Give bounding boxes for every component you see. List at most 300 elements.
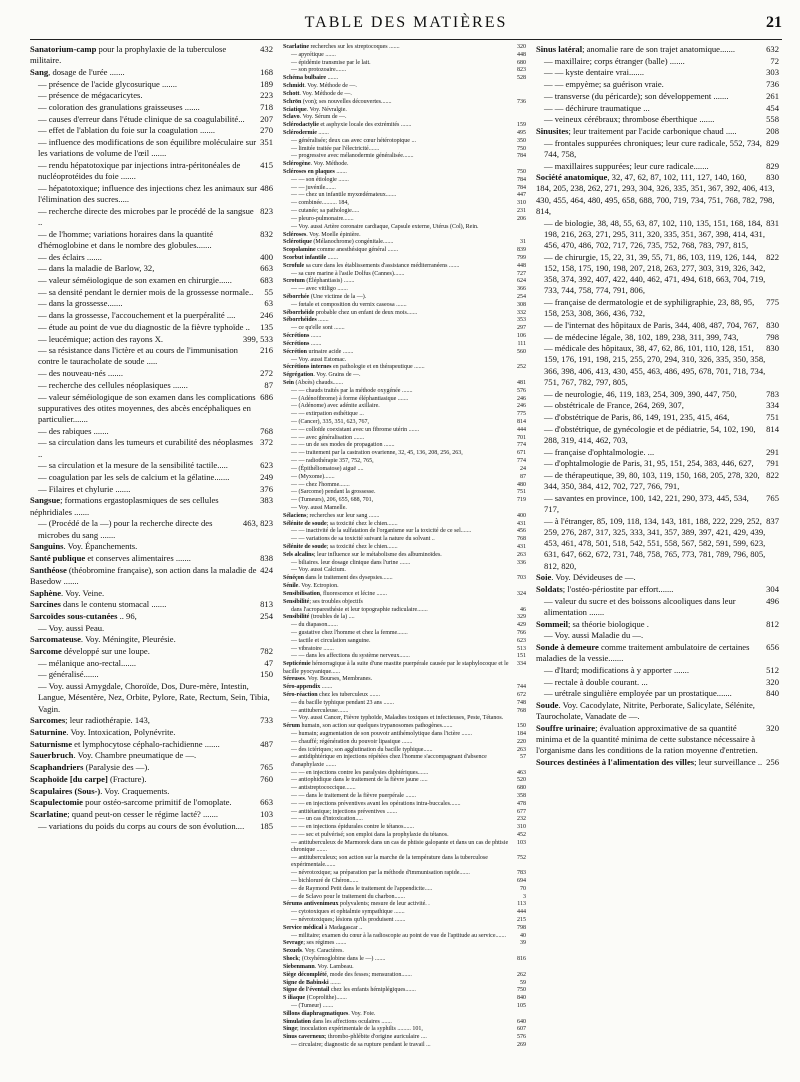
index-entry: [536, 67, 779, 78]
entry-heading: Scarlatine: [283, 44, 309, 50]
entry-page-number: 400: [517, 512, 526, 519]
entry-page-number: 672: [517, 691, 526, 698]
entry-heading: Scaphoïde [du carpe]: [30, 773, 108, 784]
entry-page-number: 431: [517, 544, 526, 550]
index-entry: [283, 894, 526, 901]
index-entry: [283, 731, 526, 738]
entry-heading: Scarlatine: [30, 808, 68, 819]
entry-page-number: 463: [517, 769, 526, 776]
entry-text: — — dans les affections du système nerveux.......: [291, 653, 410, 660]
entry-text: — pleuro-pulmonaire.......: [291, 215, 354, 222]
index-entry: [30, 750, 273, 761]
entry-heading: Sécrétions internes: [283, 364, 332, 371]
entry-page-number: 624: [517, 278, 526, 285]
entry-heading: Sécrétions: [283, 333, 310, 340]
entry-heading: Signe de l'éventail: [283, 987, 330, 994]
index-entry: [536, 44, 779, 55]
entry-page-number: 72: [770, 55, 779, 66]
entry-page-number: 838: [260, 552, 273, 563]
index-entry: [283, 372, 526, 379]
index-entry: [536, 252, 779, 297]
entry-text: ; leur surveillance ..: [694, 757, 763, 768]
index-entry: [283, 723, 526, 730]
index-entry: [30, 183, 273, 205]
index-entry: [283, 247, 526, 254]
entry-page-number: 336: [517, 559, 526, 566]
entry-page-number: 320: [517, 44, 526, 50]
index-entry: [536, 91, 779, 102]
entry-heading: Sarcomes: [30, 715, 66, 726]
index-entry: [30, 275, 273, 286]
entry-text: ; inoculation expérimentale de la syphilis ......... 101,: [297, 1026, 423, 1033]
entry-text: — urétrale singulière employée par un prostatique.......: [544, 688, 732, 699]
entry-page-number: 686: [260, 391, 273, 402]
entry-text: — chauffé; régénération du pouvoir lipasique .......: [291, 738, 413, 745]
entry-text: — gustative chez l'homme et chez la femme.......: [291, 629, 408, 636]
entry-page-number: 748: [517, 699, 526, 706]
index-entry: [30, 541, 273, 552]
entry-text: — d'ophtalmologie de Paris, 31, 95, 151, 254, 383, 446, 627,: [544, 458, 754, 469]
entry-page-number: 454: [766, 102, 779, 113]
entry-text: — généralisé.......: [38, 669, 99, 680]
entry-heading: Sclérotique: [283, 239, 312, 246]
entry-text: ; ses troubles objectifs: [309, 598, 363, 605]
entry-heading: Sensibilité: [283, 598, 310, 605]
entry-heading: Sclavo: [283, 114, 300, 121]
index-entry: [283, 878, 526, 885]
entry-text: — présence de l'acide glycosurique .......: [38, 78, 177, 89]
entry-page-number: 560: [517, 348, 526, 355]
entry-page-number: 334: [517, 661, 526, 668]
entry-text: — — kyste dentaire vrai.......: [544, 67, 644, 78]
entry-text: — de chirurgie, 15, 22, 31, 39, 55, 71, 86, 103, 119, 126, 144, 152, 158, 175, 190, 198, 207, 218, 263, 277, 303, 319, 326, 342, 358, 374, 392, 407, 422, 440, 462, 471, 494, 618, 663, 704, 719, 733, 744, 758, 774, 791, 806,: [544, 251, 766, 296]
entry-text: — à l'étranger, 85, 109, 118, 134, 143, 181, 188, 222, 229, 252, 259, 276, 287, 317, 325, 333, 341, 357, 389, 397, 421, 429, 439, 453, 461, 478, 501, 518, 542, 551, 558, 567, 582, 591, 599, 623, 631, 647, 662, 672, 731, 748, 758, 765, 773, 781, 789, 796, 805, 812, 820,: [544, 515, 766, 571]
entry-text: — d'obstétrique, de gynécologie et de pédiatrie, 54, 102, 190, 288, 319, 414, 462, 703,: [544, 423, 756, 445]
entry-page-number: 576: [517, 1034, 526, 1041]
entry-page-number: 703: [517, 575, 526, 582]
index-entry: [283, 700, 526, 707]
entry-text: ; formations ergastoplasmiques de ses cellules néphridiales .......: [30, 495, 219, 517]
index-column-3: [536, 44, 779, 769]
entry-page-number: 839: [517, 247, 526, 254]
entry-text: — des ictériques; son agglutination du bacille typhique......: [291, 746, 433, 753]
entry-page-number: 751: [517, 489, 526, 496]
entry-page-number: 513: [517, 645, 526, 652]
entry-text: — combinée.......... 184,: [291, 200, 349, 207]
index-entry: [283, 91, 526, 98]
index-entry: [30, 472, 273, 483]
entry-page-number: 444: [517, 426, 526, 433]
entry-heading: Sources destinées à l'alimentation des villes: [536, 757, 695, 768]
entry-heading: Saturnine: [30, 726, 67, 737]
entry-heading: Soldats: [536, 584, 563, 595]
entry-text: — limitée traitée par l'électricité.......: [291, 145, 380, 152]
entry-text: — des éclairs .......: [38, 251, 102, 262]
entry-text: ; ses régimes .......: [303, 940, 347, 947]
index-entry: [30, 67, 273, 78]
entry-page-number: 215: [517, 917, 526, 923]
entry-heading: Sinus caverneux: [283, 1034, 325, 1041]
index-entry: [283, 972, 526, 979]
entry-page-number: 216: [260, 345, 273, 356]
entry-text: — — traitement par la castration ovarienne, 32, 45, 136, 208, 256, 263,: [291, 450, 463, 457]
entry-text: — — son étiologie .......: [291, 176, 349, 183]
entry-text: — obstétricale de France, 264, 269, 307,: [544, 400, 684, 411]
entry-text: — — variations de sa toxicité suivant la nature du solvant ..: [291, 536, 435, 543]
index-entry: [283, 995, 526, 1002]
entry-heading: Sciatique: [283, 106, 307, 113]
entry-text: — généralisée; deux cas avec cœur hétérotopique ...: [291, 137, 416, 144]
entry-page-number: 640: [517, 1018, 526, 1025]
entry-page-number: 399, 533: [242, 333, 273, 344]
entry-text: — d'obstétrique de Paris, 86, 149, 191, 235, 415, 464,: [544, 412, 730, 422]
entry-text: — militaire; examen du cœur à la radioscopie au point de vue de l'aptitude au service.......: [291, 932, 507, 939]
entry-text: (Fracture).: [107, 773, 147, 784]
index-entry: [536, 172, 779, 217]
index-entry: [283, 544, 526, 551]
entry-page-number: 263: [517, 746, 526, 753]
index-entry: [283, 450, 526, 457]
entry-heading: Sommeil: [536, 618, 568, 629]
entry-heading: Sanatorium-camp: [30, 44, 97, 54]
index-entry: [30, 646, 273, 657]
entry-heading: Siebenmann: [283, 963, 315, 970]
index-entry: [30, 599, 273, 610]
entry-page-number: 206: [517, 215, 526, 222]
entry-heading: Sénéçon: [283, 575, 304, 582]
entry-heading: Sevrage: [283, 940, 304, 947]
entry-page-number: 829: [766, 160, 779, 171]
entry-text: — — en injections épidurales contre le tétanos.......: [291, 824, 414, 831]
index-entry: [536, 79, 779, 90]
entry-page-number: 671: [517, 450, 526, 457]
index-entry: [283, 185, 526, 192]
entry-text: — ce qu'elle sont .......: [291, 325, 345, 332]
entry-text: — veineux cérébraux; thrombose éberthique .......: [544, 114, 715, 125]
entry-text: — Filaires et chylurie .......: [38, 483, 131, 494]
entry-page-number: 760: [260, 773, 273, 784]
entry-text: — — dans le traitement de la fièvre puerpérale .......: [291, 793, 416, 799]
entry-page-number: 495: [517, 129, 526, 136]
index-entry: [536, 596, 779, 618]
entry-page-number: 607: [517, 1026, 526, 1033]
entry-heading: Séro-appendix: [283, 684, 321, 691]
index-column-2: [283, 44, 526, 1050]
entry-heading: Sélénite de soude: [283, 520, 327, 527]
entry-page-number: 263: [517, 551, 526, 558]
entry-page-number: 448: [517, 262, 526, 269]
index-entry: [30, 774, 273, 785]
index-entry: [536, 516, 779, 572]
entry-text: — (Tumeurs), 206, 655, 688, 701,: [291, 497, 374, 504]
entry-text: . Voy. Caractères.: [302, 948, 344, 955]
entry-text: — — radiothérapie 357, 752, 765,: [291, 458, 374, 465]
entry-text: — de médecine légale, 38, 102, 189, 238, 311, 399, 743,: [544, 331, 739, 342]
index-entry: [30, 392, 273, 426]
index-entry: [30, 611, 273, 622]
index-entry: [283, 715, 526, 722]
entry-text: à Madagascar ..: [323, 924, 363, 931]
entry-text: ; (Oxyhémoglobine dans le —) .......: [298, 956, 386, 963]
entry-page-number: 269: [517, 1042, 526, 1048]
entry-page-number: 784: [517, 153, 526, 160]
entry-page-number: 623: [260, 460, 273, 471]
index-entry: [283, 840, 526, 855]
index-entry: [283, 528, 526, 535]
entry-page-number: 310: [517, 824, 526, 831]
entry-text: — dans la maladie de Barlow, 32,: [38, 263, 155, 274]
entry-text: — sa circulation dans les tumeurs et curabilité des néoplasmes ..: [38, 437, 254, 459]
entry-page-number: 39: [520, 940, 526, 947]
index-entry: [536, 642, 779, 664]
entry-page-number: 223: [260, 90, 273, 101]
entry-page-number: 765: [260, 762, 273, 773]
entry-page-number: 103: [260, 808, 273, 819]
entry-text: pour ostéo-sarcome primitif de l'omoplate.: [83, 797, 232, 808]
entry-text: — frontales suppurées chroniques; leur cure radicale, 552, 734, 744, 758,: [544, 137, 762, 159]
entry-page-number: 512: [766, 664, 779, 675]
index-entry: [283, 505, 526, 512]
entry-text: — — en injections contre les paralysies diphtériques.......: [291, 769, 429, 776]
entry-page-number: 31: [520, 239, 526, 246]
index-entry: [536, 126, 779, 137]
entry-text: .......: [334, 169, 347, 175]
index-entry: [283, 310, 526, 317]
entry-text: ; l'ostéo-périostite par effort.......: [562, 584, 674, 595]
index-entry: [283, 435, 526, 442]
entry-text: — valeur séméiologique de son examen dans les complications suppuratives des otites moyennes, des abcès encéphaliques en particulier.......: [38, 391, 256, 424]
index-entry: [30, 762, 273, 773]
entry-heading: Séborrhée: [283, 294, 310, 300]
entry-page-number: 783: [766, 388, 779, 399]
entry-text: — rectale à double courant. ...: [544, 676, 648, 687]
index-entry: [283, 333, 526, 340]
entry-page-number: 798: [766, 331, 779, 342]
index-entry: [283, 208, 526, 215]
entry-text: — maxillaires suppurées; leur cure radicale.......: [544, 160, 709, 171]
index-entry: [283, 239, 526, 246]
index-entry: [283, 575, 526, 582]
entry-page-number: 57: [520, 754, 526, 761]
entry-page-number: 718: [260, 102, 273, 113]
index-entry: [30, 44, 273, 66]
entry-heading: Singe: [283, 1026, 298, 1033]
entry-heading: Séborrhéides: [283, 317, 317, 324]
entry-page-number: 150: [260, 669, 273, 680]
index-entry: [30, 681, 273, 715]
entry-heading: Santé publique: [30, 552, 86, 563]
entry-text: — causes d'erreur dans l'étude clinique de sa coagulabilité...: [38, 113, 245, 124]
entry-heading: Sexuels: [283, 948, 303, 955]
index-entry: [283, 1042, 526, 1049]
entry-heading: Souffre urinaire: [536, 722, 596, 733]
entry-page-number: 70: [520, 885, 526, 892]
entry-text: — épidémie transmise par le lait.: [291, 59, 371, 66]
entry-text: — recherche directe des microbes par le procédé de la sangsue ..: [38, 205, 254, 228]
index-entry: [283, 349, 526, 356]
entry-page-number: 447: [517, 192, 526, 199]
entry-page-number: 751: [766, 412, 779, 422]
entry-heading: Sénile: [283, 583, 299, 590]
index-entry: [536, 723, 779, 757]
entry-page-number: 24: [520, 465, 526, 472]
entry-page-number: 683: [260, 275, 273, 286]
entry-page-number: 656: [766, 642, 779, 653]
entry-page-number: 694: [517, 877, 526, 884]
entry-text: . Voy. Méthode.: [310, 161, 349, 168]
entry-text: — transverse (du péricarde); son développement .......: [544, 90, 729, 101]
entry-text: — progressive avec mélanodermie généralisée.......: [291, 153, 414, 160]
index-entry: [283, 646, 526, 653]
entry-text: . Voy. Veine.: [61, 587, 105, 598]
entry-page-number: 791: [766, 458, 779, 469]
entry-text: — leucémique; action des rayons X.: [38, 333, 164, 344]
index-entry: [283, 427, 526, 434]
entry-text: — hépatotoxique; influence des injections chez les animaux sur l'élimination des sucres.....: [38, 182, 258, 205]
index-entry: [536, 320, 779, 331]
index-entry: [30, 252, 273, 263]
entry-text: — — un cas d'intoxication.....: [291, 816, 363, 823]
index-entry: [30, 102, 273, 113]
entry-text: . Voy. Craquements.: [100, 785, 170, 796]
index-entry: [283, 419, 526, 426]
index-entry: [30, 553, 273, 564]
entry-page-number: 47: [264, 657, 273, 668]
entry-text: — antidiphtérique en injections répétées chez l'homme s'accompagnant d'absence d'anaphylaxie .......: [291, 754, 487, 768]
entry-page-number: 358: [517, 793, 526, 799]
index-entry: [536, 630, 779, 641]
entry-page-number: 303: [766, 67, 779, 78]
index-entry: [283, 341, 526, 348]
entry-page-number: 744: [517, 684, 526, 691]
index-entry: [283, 630, 526, 637]
entry-page-number: 189: [260, 78, 273, 89]
index-entry: [536, 332, 779, 343]
index-entry: [536, 424, 779, 446]
entry-text: — valeur séméiologique de son examen en chirurgie......: [38, 275, 232, 286]
entry-page-number: 823: [260, 205, 273, 216]
index-entry: [30, 90, 273, 101]
index-entry: [283, 357, 526, 364]
entry-heading: Septicémie: [283, 661, 311, 668]
entry-text: .......: [316, 317, 329, 324]
index-entry: [283, 466, 526, 473]
index-entry: [30, 809, 273, 820]
entry-page-number: 750: [517, 145, 526, 152]
entry-text: — Voy. aussi Amygdale, Choroïde, Dos, Dure-mère, Intestin, Langue, Mésentère, Nez, Orbite, Pylore, Rate, Rectum, Sein, Tibia, Vagin.: [38, 681, 270, 714]
index-entry: [283, 1034, 526, 1041]
page-title: TABLE DES MATIÈRES: [304, 14, 508, 31]
entry-page-number: 832: [260, 228, 273, 239]
entry-text: recherches sur les streptocoques .......: [309, 44, 400, 50]
index-entry: [283, 52, 526, 59]
index-entry: [283, 83, 526, 90]
entry-text: — médicale des hôpitaux, 38, 47, 62, 86, 101, 110, 128, 151, 159, 176, 191, 198, 215, 255, 270, 294, 310, 326, 335, 350, 358, 366, 398, 406, 413, 430, 455, 463, 486, 495, 678, 701, 718, 734, 751, 767, 782, 797, 805,: [544, 343, 766, 387]
entry-page-number: 207: [260, 113, 273, 124]
entry-text: — (Cancer), 335, 351, 623, 767,: [291, 419, 369, 425]
index-entry: [283, 302, 526, 309]
entry-heading: Schrön: [283, 98, 302, 105]
entry-page-number: 813: [260, 599, 273, 610]
entry-text: — des rabiques .......: [38, 425, 109, 436]
index-entry: [283, 987, 526, 994]
entry-heading: Simulation: [283, 1018, 312, 1025]
entry-heading: Sérum: [283, 723, 300, 730]
index-entry: [283, 107, 526, 114]
entry-page-number: 383: [260, 495, 273, 506]
entry-text: — savantes en province, 100, 142, 221, 290, 373, 445, 534, 717,: [544, 492, 749, 515]
entry-page-number: 87: [520, 473, 526, 480]
entry-text: — tactile et circulation sanguine.: [291, 637, 371, 644]
entry-text: — française d'ophtalmologie. ...: [544, 446, 655, 457]
entry-text: — — avec généralisation .......: [291, 434, 365, 441]
entry-page-number: 733: [260, 715, 273, 726]
entry-page-number: 59: [520, 979, 526, 986]
entry-text: .......: [326, 254, 339, 261]
index-entry: [283, 948, 526, 955]
entry-page-number: 372: [260, 437, 273, 448]
index-entry: [30, 588, 273, 599]
index-entry: [30, 114, 273, 125]
entry-page-number: 814: [517, 419, 526, 425]
entry-page-number: 768: [517, 536, 526, 543]
entry-text: , fluorescence et lécine .......: [320, 590, 387, 597]
entry-page-number: 623: [517, 637, 526, 644]
index-entry: [283, 638, 526, 645]
entry-text: — (Adénome) avec adénite axillaire.: [291, 403, 380, 410]
entry-page-number: 232: [517, 816, 526, 823]
index-entry: [283, 114, 526, 121]
entry-text: — d'Itard; modifications à y apporter .......: [544, 664, 689, 675]
entry-text: ; recherches sur leur sang .......: [306, 512, 380, 519]
entry-page-number: 750: [517, 987, 526, 994]
entry-heading: Schmidt: [283, 83, 305, 90]
entry-heading: Sanguins: [30, 541, 64, 552]
entry-heading: Sauerbruch: [30, 750, 74, 761]
entry-page-number: 252: [517, 364, 526, 371]
index-entry: [30, 125, 273, 136]
entry-text: dans le contenu stomacal .......: [60, 599, 167, 610]
entry-page-number: 701: [517, 434, 526, 441]
entry-page-number: 246: [517, 403, 526, 410]
header-rule: [30, 39, 782, 40]
index-entry: [30, 669, 273, 680]
entry-page-number: 135: [260, 321, 273, 332]
index-entry: [283, 552, 526, 559]
entry-page-number: 308: [517, 301, 526, 308]
entry-heading: Shock: [283, 956, 299, 963]
entry-text: ; sa toxicité chez le chien.......: [326, 544, 398, 550]
entry-page-number: 496: [766, 595, 779, 606]
entry-page-number: 680: [517, 785, 526, 792]
index-entry: [283, 442, 526, 449]
entry-page-number: 87: [264, 379, 273, 390]
entry-text: (théobromine française), son action dans la maladie de Basedow .......: [30, 564, 257, 586]
entry-page-number: 775: [766, 296, 779, 307]
entry-text: — de thérapeutique, 39, 80, 103, 119, 150, 168, 205, 278, 320, 344, 350, 384, 412, 702, 727, 766, 791,: [544, 470, 760, 492]
entry-text: — névrotoxique; sa préparation par la méthode d'immunisation rapide.......: [291, 870, 470, 877]
entry-text: dans les affections oculaires .......: [311, 1018, 392, 1025]
entry-heading: Siège décomplété: [283, 971, 327, 978]
index-entry: [283, 536, 526, 543]
index-entry: [283, 278, 526, 285]
index-entry: [30, 786, 273, 797]
entry-page-number: 297: [517, 325, 526, 332]
entry-page-number: 528: [517, 75, 526, 82]
entry-text: en pathologie et en thérapeutique .......: [331, 364, 425, 371]
entry-page-number: 576: [517, 387, 526, 394]
entry-heading: Sarcome: [30, 646, 62, 657]
